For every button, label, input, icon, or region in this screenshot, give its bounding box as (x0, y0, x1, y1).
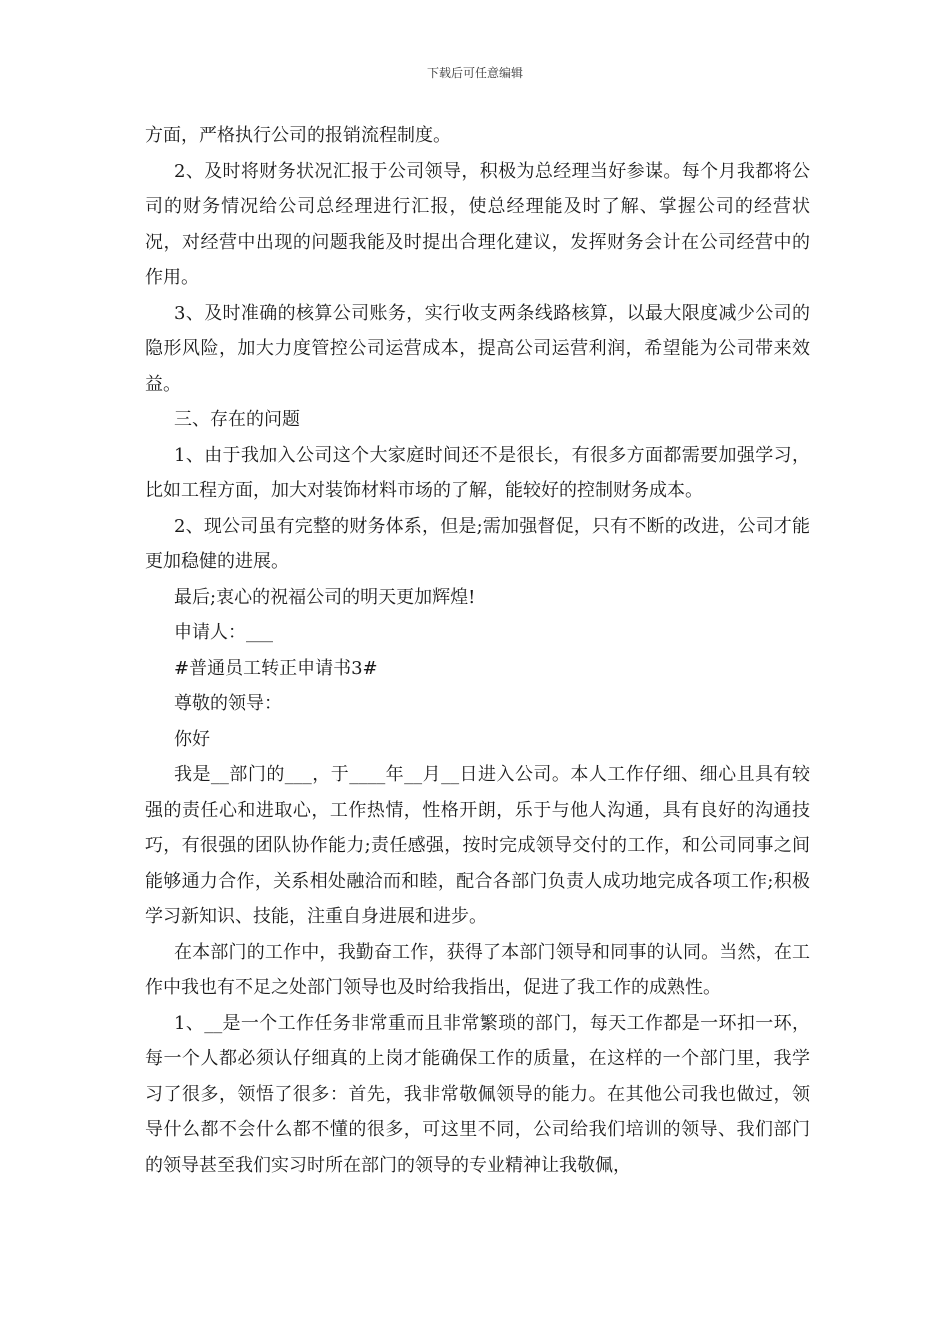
document-body (145, 118, 810, 1183)
paragraph-5: 1、由于我加入公司这个大家庭时间还不是很长，有很多方面都需要加强学习，比如工程方面，加大对装饰材料市场的了解，能较好的控制财务成本。 (145, 444, 810, 501)
paragraph-6: 2、现公司虽有完整的财务体系，但是;需加强督促，只有不断的改进，公司才能更加稳健的进展。 (145, 515, 810, 572)
paragraph-1: 方面，严格执行公司的报销流程制度。 (145, 125, 451, 146)
page-header: 下载后可任意编辑 (426, 66, 523, 80)
paragraph-2: 2、及时将财务状况汇报于公司领导，积极为总经理当好参谋。每个月我都将公司的财务情况给公司总经理进行汇报，使总经理能及时了解、掌握公司的经营状况，对经营中出现的问题我能及时提出合理化建议，发挥财务会计在公司经营中的作用。 (145, 160, 810, 288)
paragraph-3: 3、及时准确的核算公司账务，实行收支两条线路核算，以最大限度减少公司的隐形风险，加大力度管控公司运营成本，提高公司运营利润，希望能为公司带来效益。 (145, 302, 810, 395)
closing-line: 最后;衷心的祝福公司的明天更加辉煌! (174, 586, 476, 608)
salutation: 尊敬的领导： (174, 693, 282, 714)
paragraph-12: 我是__部门的___，于____年__月__日进入公司。本人工作仔细、细心且具有较强的责任心和进取心，工作热情，性格开朗，乐于与他人沟通，具有良好的沟通技巧，有很强的团队协作能力;责任感强，按时完成领导交付的工作，和公司同事之间能够通力合作，关系相处融洽而和睦，配合各部门负责人成功地完成各项工作;积极学习新知识、技能，注重自身进展和进步。 (145, 764, 810, 927)
greeting: 你好 (174, 728, 210, 750)
paragraph-13: 在本部门的工作中，我勤奋工作，获得了本部门领导和同事的认同。当然，在工作中我也有不足之处部门领导也及时给我指出，促进了我工作的成熟性。 (145, 941, 810, 998)
document-title: #普通员工转正申请书3# (174, 657, 378, 679)
section-heading-problems: 三、存在的问题 (174, 409, 300, 430)
paragraph-14: 1、__是一个工作任务非常重而且非常繁琐的部门，每天工作都是一环扣一环，每一个人都必须认仔细真的上岗才能确保工作的质量，在这样的一个部门里，我学习了很多，领悟了很多：首先，我非常敬佩领导的能力。在其他公司我也做过，领导什么都不会什么都不懂的很多，可这里不同，公司给我们培训的领导、我们部门的领导甚至我们实习时所在部门的领导的专业精神让我敬佩， (145, 1012, 810, 1176)
applicant-line: 申请人：___ (174, 622, 273, 643)
